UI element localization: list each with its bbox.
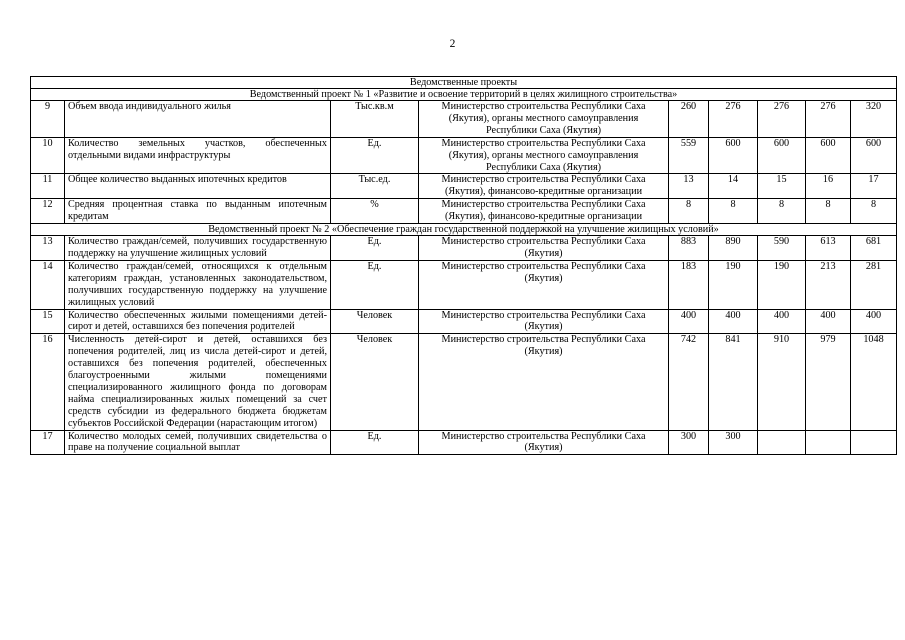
value-cell: 213 bbox=[806, 260, 851, 309]
unit-cell: Ед. bbox=[331, 236, 419, 261]
value-cell: 1048 bbox=[851, 334, 897, 430]
section-header-row bbox=[31, 77, 897, 89]
indicator-name: Количество граждан/семей, относящихся к отдельным категориям граждан, установленных законодательством, получивших государственную поддержку на улучшение жилищных условий bbox=[65, 260, 331, 309]
value-cell: 276 bbox=[709, 101, 758, 138]
value-cell: 281 bbox=[851, 260, 897, 309]
table-row bbox=[31, 199, 897, 224]
value-cell: 979 bbox=[806, 334, 851, 430]
row-number: 13 bbox=[31, 236, 65, 261]
table-row bbox=[31, 236, 897, 261]
unit-cell: Ед. bbox=[331, 137, 419, 174]
table-row bbox=[31, 101, 897, 138]
value-cell: 590 bbox=[758, 236, 806, 261]
value-cell bbox=[806, 430, 851, 455]
value-cell: 190 bbox=[709, 260, 758, 309]
page-number: 2 bbox=[449, 38, 456, 50]
value-cell: 16 bbox=[806, 174, 851, 199]
value-cell: 190 bbox=[758, 260, 806, 309]
value-cell: 17 bbox=[851, 174, 897, 199]
unit-cell: Человек bbox=[331, 334, 419, 430]
row-number: 17 bbox=[31, 430, 65, 455]
value-cell: 320 bbox=[851, 101, 897, 138]
indicator-name: Средняя процентная ставка по выданным ипотечным кредитам bbox=[65, 199, 331, 224]
responsible-cell: Министерство строительства Республики Саха (Якутия) bbox=[419, 236, 669, 261]
responsible-cell: Министерство строительства Республики Саха (Якутия), финансово-кредитные организации bbox=[419, 174, 669, 199]
responsible-cell: Министерство строительства Республики Саха (Якутия), органы местного самоуправления Республики Саха (Якутия) bbox=[419, 101, 669, 138]
table-row bbox=[31, 309, 897, 334]
unit-cell: Тыс.кв.м bbox=[331, 101, 419, 138]
responsible-cell: Министерство строительства Республики Саха (Якутия) bbox=[419, 260, 669, 309]
project-1-title: Ведомственный проект № 1 «Развитие и освоение территорий в целях жилищного строительства» bbox=[31, 89, 897, 101]
value-cell: 841 bbox=[709, 334, 758, 430]
value-cell: 600 bbox=[851, 137, 897, 174]
indicator-name: Численность детей-сирот и детей, оставшихся без попечения родителей, лиц из числа детей-сирот и детей, оставшихся без попечения родителей, обеспеченных благоустроенными жилыми помещениями специализированного жилищного фонда по договорам найма специализированных жилых помещений за счет средств субсидии из федерального бюджета бюджетам субъектов Российской Федерации (нарастающим итогом) bbox=[65, 334, 331, 430]
value-cell: 276 bbox=[758, 101, 806, 138]
value-cell: 600 bbox=[758, 137, 806, 174]
project-2-title: Ведомственный проект № 2 «Обеспечение граждан государственной поддержкой на улучшение жилищных условий» bbox=[31, 224, 897, 236]
responsible-cell: Министерство строительства Республики Саха (Якутия) bbox=[419, 309, 669, 334]
responsible-cell: Министерство строительства Республики Саха (Якутия) bbox=[419, 334, 669, 430]
value-cell: 400 bbox=[851, 309, 897, 334]
value-cell: 276 bbox=[806, 101, 851, 138]
value-cell: 681 bbox=[851, 236, 897, 261]
value-cell: 8 bbox=[851, 199, 897, 224]
row-number: 14 bbox=[31, 260, 65, 309]
project-header-row bbox=[31, 89, 897, 101]
value-cell: 8 bbox=[758, 199, 806, 224]
value-cell: 742 bbox=[669, 334, 709, 430]
value-cell: 613 bbox=[806, 236, 851, 261]
value-cell: 400 bbox=[758, 309, 806, 334]
value-cell: 910 bbox=[758, 334, 806, 430]
value-cell bbox=[758, 430, 806, 455]
value-cell: 13 bbox=[669, 174, 709, 199]
row-number: 12 bbox=[31, 199, 65, 224]
unit-cell: Ед. bbox=[331, 260, 419, 309]
row-number: 9 bbox=[31, 101, 65, 138]
indicator-name: Количество земельных участков, обеспеченных отдельными видами инфраструктуры bbox=[65, 137, 331, 174]
responsible-cell: Министерство строительства Республики Саха (Якутия) bbox=[419, 430, 669, 455]
value-cell: 400 bbox=[709, 309, 758, 334]
value-cell: 183 bbox=[669, 260, 709, 309]
indicator-name: Количество обеспеченных жилыми помещениями детей-сирот и детей, оставшихся без попечения родителей bbox=[65, 309, 331, 334]
indicator-name: Количество молодых семей, получивших свидетельства о праве на получение социальной выплат bbox=[65, 430, 331, 455]
value-cell: 8 bbox=[806, 199, 851, 224]
indicators-table bbox=[30, 76, 897, 455]
value-cell: 890 bbox=[709, 236, 758, 261]
row-number: 11 bbox=[31, 174, 65, 199]
section-title-departmental-projects: Ведомственные проекты bbox=[31, 77, 897, 89]
value-cell: 883 bbox=[669, 236, 709, 261]
project-header-row bbox=[31, 224, 897, 236]
value-cell: 400 bbox=[669, 309, 709, 334]
value-cell: 260 bbox=[669, 101, 709, 138]
indicator-name: Количество граждан/семей, получивших государственную поддержку на улучшение жилищных условий bbox=[65, 236, 331, 261]
unit-cell: % bbox=[331, 199, 419, 224]
responsible-cell: Министерство строительства Республики Саха (Якутия), органы местного самоуправления Республики Саха (Якутия) bbox=[419, 137, 669, 174]
table-row bbox=[31, 334, 897, 430]
indicator-name: Объем ввода индивидуального жилья bbox=[65, 101, 331, 138]
value-cell: 300 bbox=[709, 430, 758, 455]
value-cell: 400 bbox=[806, 309, 851, 334]
value-cell: 300 bbox=[669, 430, 709, 455]
value-cell bbox=[851, 430, 897, 455]
responsible-cell: Министерство строительства Республики Саха (Якутия), финансово-кредитные организации bbox=[419, 199, 669, 224]
value-cell: 600 bbox=[709, 137, 758, 174]
unit-cell: Тыс.ед. bbox=[331, 174, 419, 199]
row-number: 15 bbox=[31, 309, 65, 334]
table-row bbox=[31, 260, 897, 309]
unit-cell: Ед. bbox=[331, 430, 419, 455]
value-cell: 15 bbox=[758, 174, 806, 199]
unit-cell: Человек bbox=[331, 309, 419, 334]
row-number: 10 bbox=[31, 137, 65, 174]
row-number: 16 bbox=[31, 334, 65, 430]
indicator-name: Общее количество выданных ипотечных кредитов bbox=[65, 174, 331, 199]
table-row bbox=[31, 174, 897, 199]
value-cell: 14 bbox=[709, 174, 758, 199]
value-cell: 559 bbox=[669, 137, 709, 174]
value-cell: 8 bbox=[709, 199, 758, 224]
table-row bbox=[31, 137, 897, 174]
value-cell: 8 bbox=[669, 199, 709, 224]
value-cell: 600 bbox=[806, 137, 851, 174]
table-row bbox=[31, 430, 897, 455]
